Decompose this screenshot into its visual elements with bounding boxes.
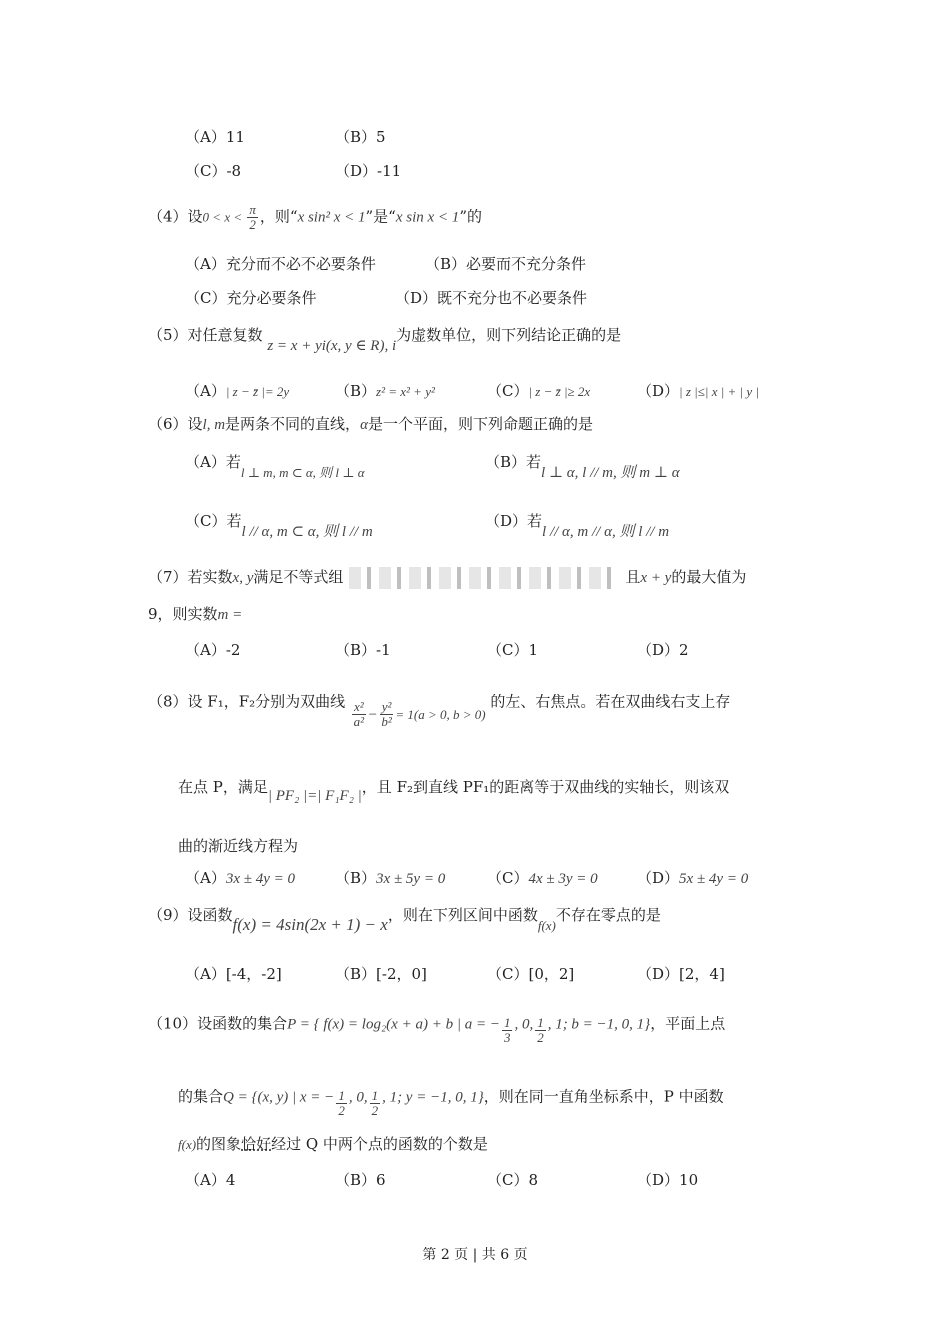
q9-suffix: 不存在零点的是 [555,906,661,924]
q8-d-label: （D） [637,869,680,887]
q5-option-d [637,381,759,402]
q10-line3-b: 经过 Q 中两个点的函数的个数是 [271,1135,488,1153]
q7-stem [148,567,746,589]
q10-f1-den: 3 [503,1030,511,1045]
q4-stem [148,203,482,232]
q5-option-b [335,381,435,402]
q6-b-label: （B）若 [485,453,542,471]
q7-mid: 满足不等式组 [253,568,344,586]
q7-and: 且 [625,568,641,586]
q10-expr-a: P = { f(x) = log₂(x + a) + b | a = − [287,1016,500,1033]
q10-expr2-a: Q = {(x, y) | x = − [223,1089,335,1106]
q10-option-a: （A）4 [185,1171,236,1189]
q8-y2: y² [381,699,392,714]
q9-expr: f(x) = 4sin(2x + 1) − x [232,915,388,934]
q9-mid: ，则在下列区间中函数 [387,906,538,924]
q10-option-c: （C）8 [487,1171,539,1189]
q7-option-a: （A）-2 [185,641,241,659]
q4-option-d: （D）既不充分也不必要条件 [395,289,588,307]
q10-expr2-c: , 1; y = −1, 0, 1} [382,1089,484,1106]
q8-line2-math: | PF₂ |=| F₁F₂ | [267,788,362,804]
q5-a-math: | z − z̄ |= 2y [225,384,290,399]
q10-option-b: （B）6 [335,1171,386,1189]
q8-condition: = 1(a > 0, b > 0) [395,706,486,722]
q5-c-math: | z − z̄ |≥ 2x [528,384,591,399]
q5-a-label: （A） [185,382,226,400]
q9-option-c: （C）[0，2] [487,965,575,983]
q6-a-math: l ⊥ m, m ⊂ α, 则 l ⊥ α [240,465,365,480]
q5-d-math: | z |≤| x | + | y | [679,384,759,399]
q3-option-b: （B）5 [335,128,386,146]
q8-b-label: （B） [335,869,377,887]
q7-line2-math: m = [217,607,243,623]
q6-option-d [485,511,670,540]
q8-frac-y [380,700,394,729]
q8-line2-b: ，且 F₂到直线 PF₁的距离等于双曲线的实轴长，则该双 [361,778,730,796]
q4-mid2: ”是“ [365,207,396,226]
q8-stem: （8）设 F₁，F₂分别为双曲线 $\frac{\text{x²}}{\text{a²}}$ − $\frac{\text{y²}}{\text{b²}}$ = 1(a > 0, b > 0) 的左、右焦点。若在双曲线右支上存 [148,692,731,729]
q10-line2 [178,1083,724,1118]
q4-expr2: x sin x < 1 [395,209,460,226]
q5-suffix: 为虚数单位，则下列结论正确的是 [396,326,622,344]
q7-option-c: （C）1 [487,641,539,659]
q6-b-math: l ⊥ α, l // m, 则 m ⊥ α [541,465,680,481]
q9-prefix: （9）设函数 [148,906,233,924]
q8-frac-x [352,700,366,729]
q7-expr: x + y [640,570,672,586]
q10-f2-den: 2 [537,1030,544,1045]
q10-f4-den: 2 [371,1103,379,1118]
q4-mid1: ，则“ [259,207,298,226]
q8-option-b [335,868,445,889]
q8-x2: x² [353,699,364,714]
q8-prefix: （8）设 F₁，F₂分别为双曲线 [148,692,346,711]
q10-line3 [178,1134,488,1155]
q8-c-math: 4x ± 3y = 0 [528,871,598,887]
q10-frac4 [370,1089,381,1118]
q3-option-c: （C）-8 [185,162,242,180]
page-footer: 第 2 页 | 共 6 页 [422,1247,528,1263]
q6-option-c [185,511,373,540]
q10-line2-a: 的集合 [178,1087,224,1106]
q10-expr2-b: , 0, [348,1089,368,1106]
q5-option-c [487,381,590,402]
q8-a-math: 3x ± 4y = 0 [225,871,296,887]
q7-suffix: 的最大值为 [671,568,747,586]
q10-expr-c: , 1; b = −1, 0, 1} [547,1016,651,1033]
q8-option-c [487,868,598,889]
q8-option-a [185,868,295,889]
q4-frac-den: 2 [249,217,256,232]
q10-option-d: （D）10 [637,1171,699,1189]
q6-stem [148,414,593,435]
q5-b-label: （B） [335,382,377,400]
q5-c-label: （C） [487,382,529,400]
q8-option-d [637,868,748,889]
q6-suffix: 是一个平面，则下列命题正确的是 [367,415,593,433]
q10-prefix: （10）设函数的集合 [148,1014,288,1033]
q9-fx: f(x) [537,918,556,933]
q10-frac2 [535,1016,546,1045]
q7-line2 [148,604,242,625]
q8-c-label: （C） [487,869,529,887]
q7-option-b: （B）-1 [335,641,391,659]
q10-frac3 [336,1089,347,1118]
q6-c-label: （C）若 [185,512,242,530]
q10-suffix: ，平面上点 [650,1014,726,1033]
q5-stem [148,325,622,354]
q10-frac1 [502,1016,513,1045]
q7-option-d: （D）2 [637,641,689,659]
q5-prefix: （5）对任意复数 [148,326,263,344]
q6-vars: l, m [202,417,226,433]
q6-c-math: l // α, m ⊂ α, 则 l // m [241,524,373,540]
q4-suffix: ”的 [459,207,482,226]
q9-option-b: （B）[-2，0] [335,965,427,983]
q4-option-a: （A）充分而不必不必要条件 [185,255,376,273]
q9-option-d: （D）[2，4] [637,965,725,983]
q6-prefix: （6）设 [148,415,203,433]
q6-option-a [185,452,365,480]
q3-option-d: （D）-11 [335,162,402,180]
q8-line3: 曲的渐近线方程为 [178,837,299,855]
q10-line3-a: 的图象 [196,1135,242,1153]
q10-f2-num: 1 [537,1015,544,1030]
q8-line2 [178,777,730,804]
q10-fx: f(x) [178,1137,197,1152]
q5-expr: z = x + yi(x, y ∈ R), i [267,338,397,354]
q4-expr1: x sin² x < 1 [297,209,366,226]
q8-line2-a: 在点 P，满足 [178,778,268,796]
q10-stem [148,1010,726,1045]
q10-f4-num: 1 [371,1088,379,1103]
q4-prefix: （4）设 [148,207,203,226]
q8-b2: b² [381,714,392,729]
q7-line2-text: 9，则实数 [148,605,218,623]
q10-expr-b: , 0, [514,1016,534,1033]
q7-prefix: （7）若实数 [148,568,233,586]
q10-f3-den: 2 [338,1103,345,1118]
q4-option-c: （C）充分必要条件 [185,289,317,307]
q6-mid: 是两条不同的直线， [225,415,361,433]
q8-a-label: （A） [185,869,226,887]
q7-inequality-system-image [349,567,619,589]
q6-d-math: l // α, m // α, 则 l // m [542,524,670,540]
q9-stem [148,905,661,934]
q6-alpha: α [360,417,368,433]
q8-suffix: 的左、右焦点。若在双曲线右支上存 [490,692,731,711]
q8-d-math: 5x ± 4y = 0 [679,871,749,887]
q4-option-b: （B）必要而不充分条件 [425,255,587,273]
q3-option-a: （A）11 [185,128,245,146]
q4-condition: 0 < x < [202,209,246,225]
q8-a2: a² [353,714,364,729]
q5-b-math: z² = x² + y² [376,384,435,399]
q6-d-label: （D）若 [485,512,543,530]
q5-option-a [185,381,289,402]
q4-fraction [247,203,258,232]
q6-option-b [485,452,680,481]
q6-a-label: （A）若 [185,453,241,471]
q10-line2-b: ，则在同一直角坐标系中，P 中函数 [483,1087,724,1106]
q4-frac-num: π [249,202,256,217]
q10-emphasis: 恰好 [241,1135,272,1153]
q10-f3-num: 1 [338,1088,345,1103]
q10-f1-num: 1 [503,1015,511,1030]
q5-d-label: （D） [637,382,680,400]
q9-option-a: （A）[-4，-2] [185,965,282,983]
q7-vars: x, y [232,570,254,586]
q8-b-math: 3x ± 5y = 0 [376,871,446,887]
